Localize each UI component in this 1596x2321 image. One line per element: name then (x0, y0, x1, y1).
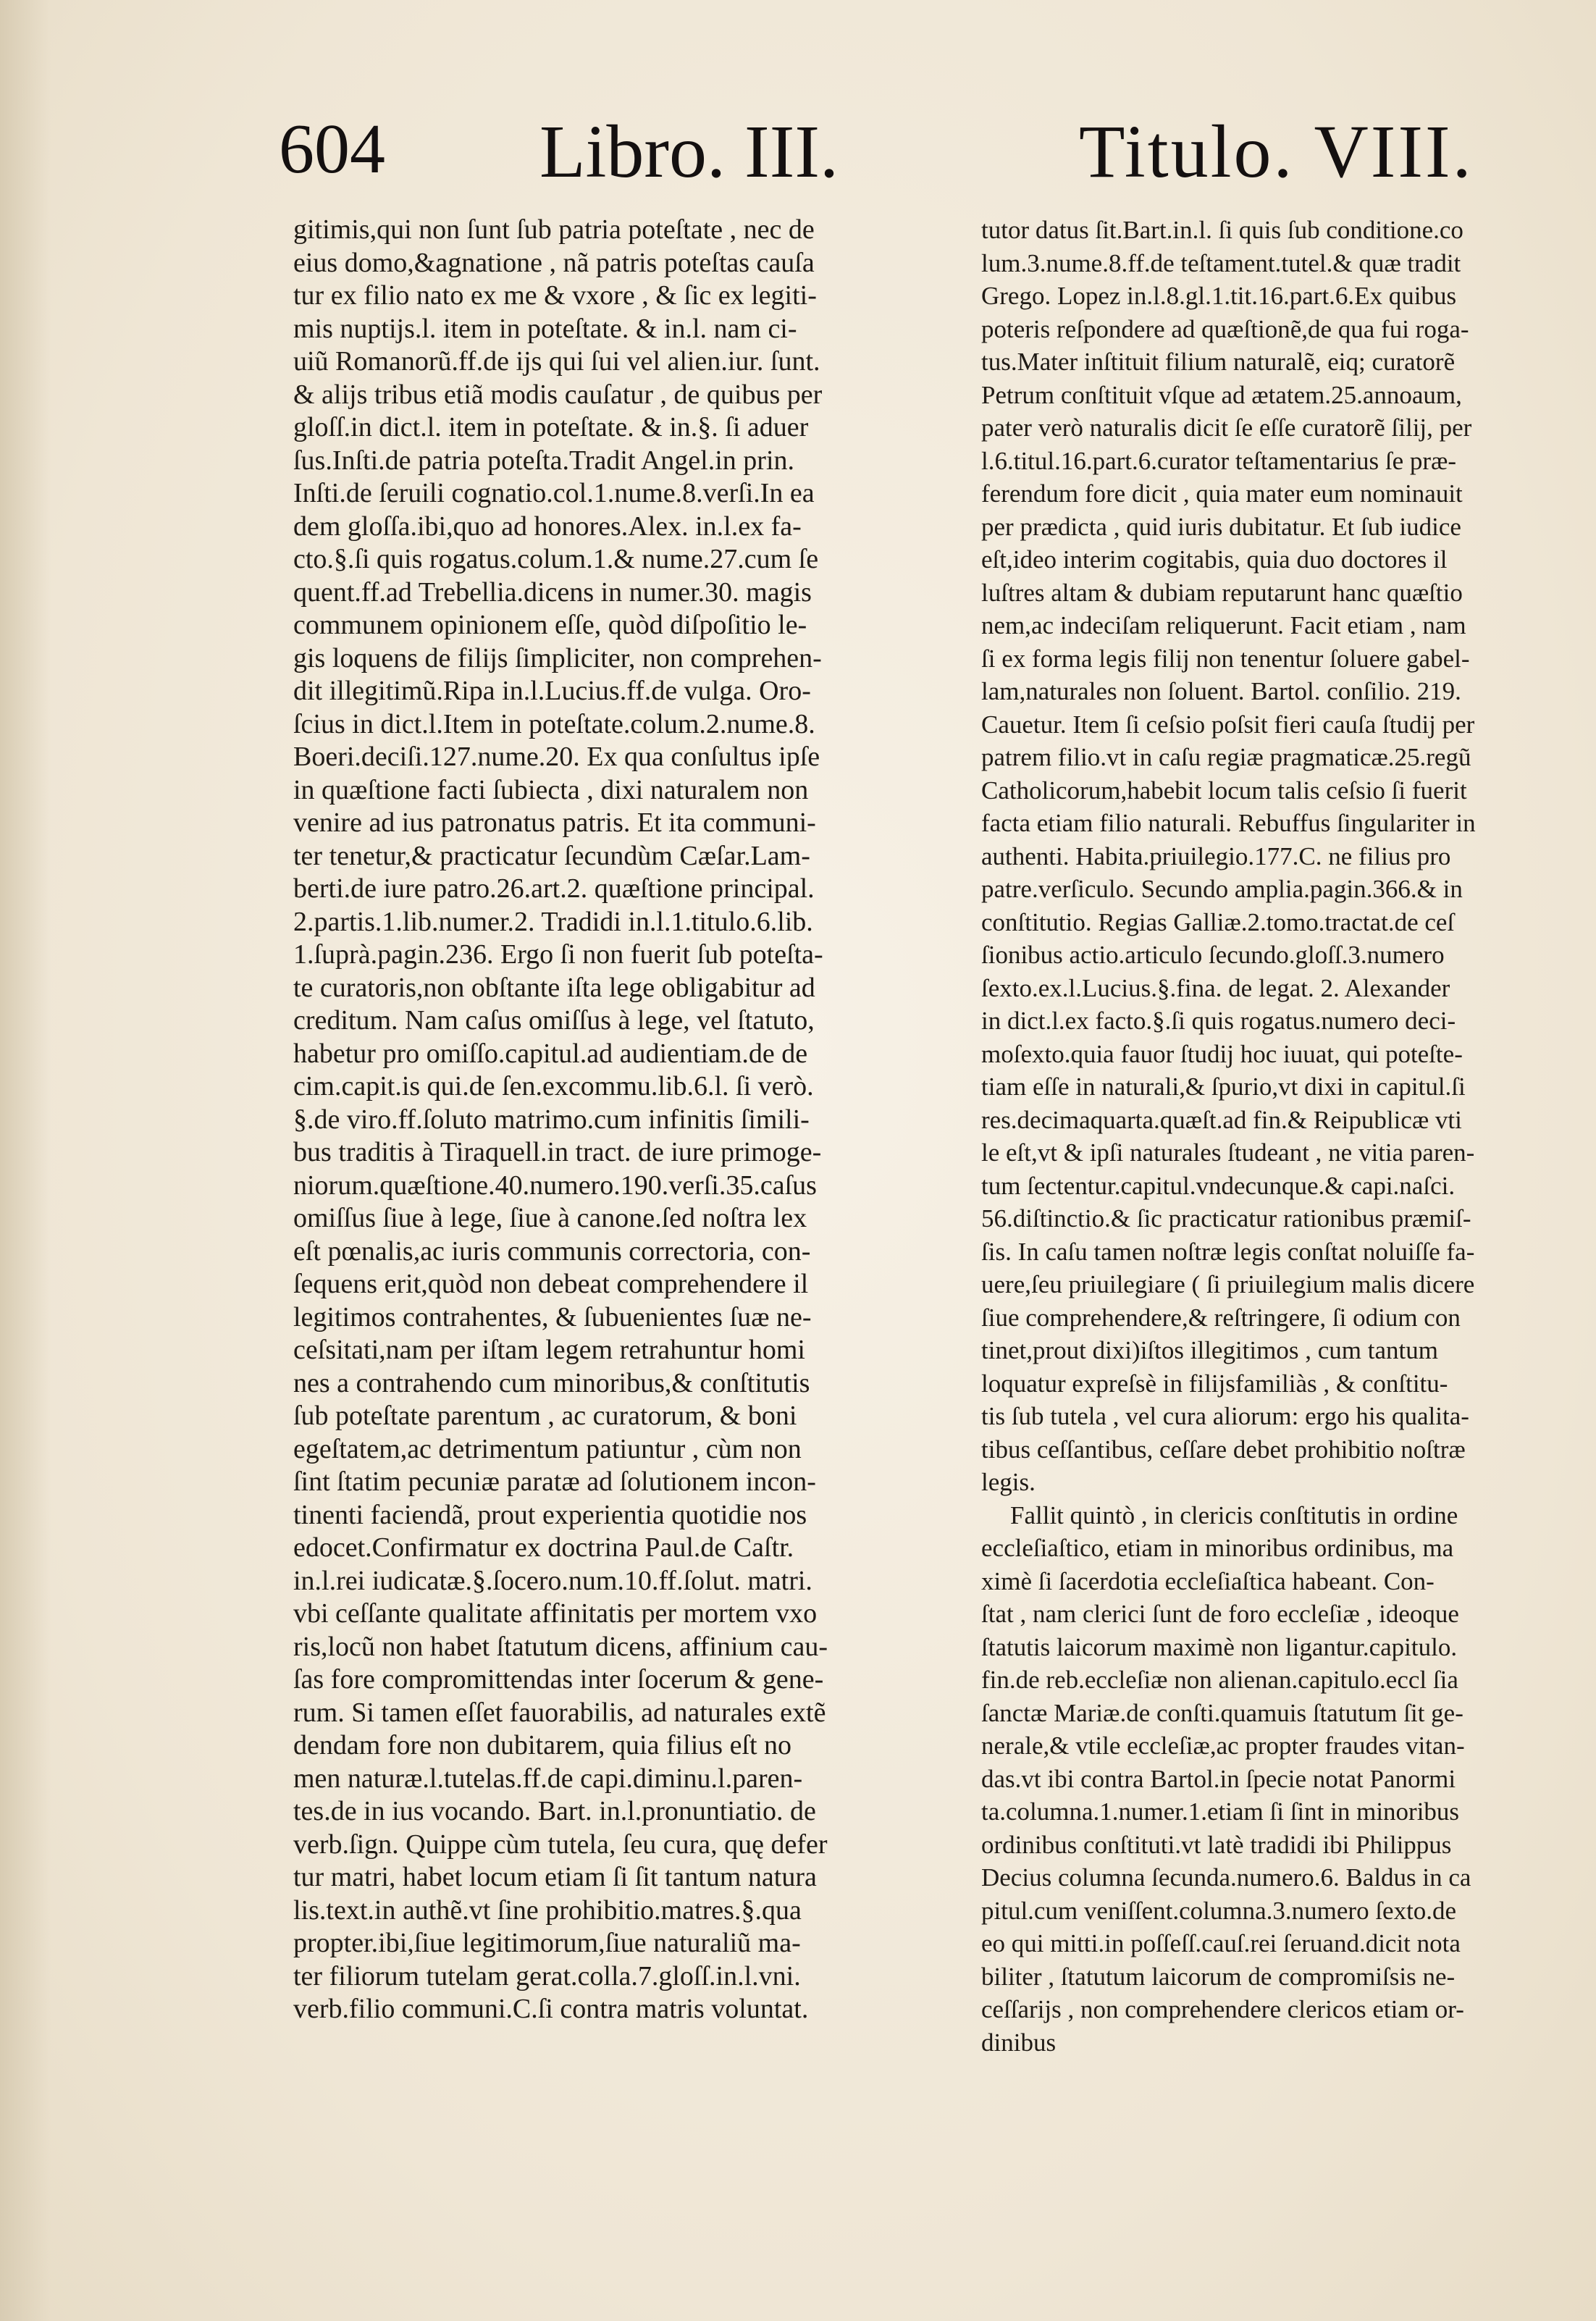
text-line: tinet,prout dixi)iſtos illegitimos , cum tantum (981, 1336, 1438, 1364)
running-head-book: Libro. III. (539, 110, 839, 193)
text-line: l.6.titul.16.part.6.curator teſtamentarius ſe præ- (981, 446, 1457, 475)
text-line: pitul.cum veniſſent.columna.3.numero ſexto.de (981, 1896, 1457, 1925)
text-line: biliter , ſtatutum laicorum de compromiſsis ne- (981, 1962, 1456, 1991)
running-head-title: Titulo. VIII. (1079, 110, 1474, 193)
text-line: niorum.quæſtione.40.numero.190.verſi.35.caſus (293, 1170, 817, 1201)
text-line: ſtat , nam clerici ſunt de foro eccleſiæ , ideoque (981, 1600, 1459, 1628)
text-line: berti.de iure patro.26.art.2. quæſtione principal. (293, 873, 815, 904)
text-line: te curatoris,non obſtante iſta lege obligabitur ad (293, 972, 815, 1003)
text-line: gis loquens de filijs ſimpliciter, non comprehen- (293, 642, 822, 673)
text-line: in quæſtione facti ſubiecta , dixi naturalem non (293, 774, 809, 805)
text-line: ſus.Inſti.de patria poteſta.Tradit Angel.in prin. (293, 445, 794, 476)
text-line: legis. (981, 1468, 1036, 1496)
text-line: patrem filio.vt in caſu regiæ pragmaticæ.25.regũ (981, 743, 1471, 771)
text-line: dendam fore non dubitarem, quia filius eſt no (293, 1730, 792, 1760)
text-line: ſub poteſtate parentum , ac curatorum, & boni (293, 1401, 797, 1431)
text-line: ſint ſtatim pecuniæ paratæ ad ſolutionem incon- (293, 1466, 816, 1497)
text-line: venire ad ius patronatus patris. Et ita communi- (293, 807, 816, 838)
text-line: nem,ac indeciſam reliquerunt. Facit etiam , nam (981, 611, 1466, 639)
text-line: ſiue comprehendere,& reſtringere, ſi odium con (981, 1303, 1461, 1332)
text-line: Cauetur. Item ſi ceſsio poſsit fieri cauſa ſtudij per (981, 710, 1475, 739)
text-line: facta etiam filio naturali. Rebuffus ſingulariter in (981, 809, 1476, 837)
text-line: tes.de in ius vocando. Bart. in.l.pronuntiatio. de (293, 1796, 816, 1826)
text-line: tum ſectentur.capitul.vndecunque.& capi.naſci. (981, 1171, 1456, 1200)
text-line: ſequens erit,quòd non debeat comprehendere il (293, 1269, 809, 1299)
text-line: gloſſ.in dict.l. item in poteſtate. & in.§. ſi aduer (293, 412, 809, 442)
text-line: authenti. Habita.priuilegio.177.C. ne filius pro (981, 841, 1451, 870)
text-line: communem opinionem eſſe, quòd diſpoſitio le- (293, 610, 807, 640)
text-line: tus.Mater inſtituit filium naturalẽ, eiq; curatorẽ (981, 348, 1456, 376)
text-line: ceſsitati,nam per iſtam legem retrahuntur homi (293, 1335, 805, 1365)
text-line: uere,ſeu priuilegiare ( ſi priuilegium malis dicere (981, 1270, 1475, 1298)
text-line: vbi ceſſante qualitate affinitatis per mortem vxo (293, 1598, 818, 1629)
text-line: eius domo,&agnatione , nã patris poteſtas cauſa (293, 247, 815, 278)
text-line: Petrum conſtituit vſque ad ætatem.25.annoaum, (981, 380, 1462, 409)
text-line: res.decimaquarta.quæſt.ad fin.& Reipublicæ vti (981, 1105, 1462, 1134)
text-line: fin.de reb.eccleſiæ non alienan.capitulo.eccl ſia (981, 1666, 1458, 1694)
text-line: lam,naturales non ſoluent. Bartol. conſilio. 219. (981, 677, 1461, 705)
text-line: ſis. In caſu tamen noſtræ legis conſtat noluiſſe fa- (981, 1237, 1475, 1266)
text-line: 2.partis.1.lib.numer.2. Tradidi in.l.1.titulo.6.lib. (293, 906, 813, 937)
text-line: & alijs tribus etiã modis cauſatur , de quibus per (293, 379, 823, 410)
text-line: le eſt,vt & ipſi naturales ſtudeant , ne vitia paren- (981, 1138, 1475, 1167)
text-line: tur ex filio nato ex me & vxore , & ſic ex legiti- (293, 280, 817, 311)
page-number: 604 (279, 110, 385, 188)
text-line: ſcius in dict.l.Item in poteſtate.colum.2.nume.8. (293, 708, 815, 739)
text-line: §.de viro.ff.ſoluto matrimo.cum infinitis ſimili- (293, 1104, 810, 1135)
text-line: lum.3.nume.8.ff.de teſtament.tutel.& quæ tradit (981, 248, 1461, 277)
text-line: creditum. Nam caſus omiſſus à lege, vel ſtatuto, (293, 1005, 815, 1036)
text-line: propter.ibi,ſiue legitimorum,ſiue naturaliũ ma- (293, 1928, 801, 1958)
text-line: ſionibus actio.articulo ſecundo.gloſſ.3.numero (981, 941, 1445, 969)
text-line: ris,locũ non habet ſtatutum dicens, affinium cau- (293, 1631, 828, 1662)
text-line: eo qui mitti.in poſſeſſ.cauſ.rei ſeruand.dicit nota (981, 1929, 1461, 1957)
text-line: edocet.Confirmatur ex doctrina Paul.de Caſtr. (293, 1532, 794, 1563)
text-line: gitimis,qui non ſunt ſub patria poteſtate , nec de (293, 214, 815, 245)
text-line: 1.ſuprà.pagin.236. Ergo ſi non fuerit ſub poteſta- (293, 939, 823, 970)
text-line: verb.ſign. Quippe cùm tutela, ſeu cura, quę defer (293, 1829, 828, 1860)
text-line: ſanctæ Mariæ.de conſti.quamuis ſtatutum ſit ge- (981, 1698, 1463, 1727)
text-line: tibus ceſſantibus, ceſſare debet prohibitio noſtræ (981, 1435, 1466, 1464)
text-line: omiſſus ſiue à lege, ſiue à canone.ſed noſtra lex (293, 1203, 807, 1233)
text-line: moſexto.quia fauor ſtudij hoc iuuat, qui poteſte- (981, 1039, 1463, 1068)
text-line: pater verò naturalis dicit ſe eſſe curatorẽ ſilij, per (981, 414, 1472, 442)
text-line: bus traditis à Tiraquell.in tract. de iure primoge- (293, 1137, 822, 1167)
text-line: tinenti faciendã, prout experientia quotidie nos (293, 1499, 807, 1530)
text-line: cim.capit.is qui.de ſen.excommu.lib.6.l. ſi verò. (293, 1071, 814, 1101)
text-line: eſt,ideo interim cogitabis, quia duo doctores il (981, 545, 1448, 574)
text-line: eſt pœnalis,ac iuris communis correctoria, con- (293, 1235, 811, 1267)
text-line: in.l.rei iudicatæ.§.ſocero.num.10.ff.ſolut. matri. (293, 1565, 812, 1596)
text-line: ta.columna.1.numer.1.etiam ſi ſint in minoribus (981, 1797, 1460, 1826)
text-line: legitimos contrahentes, & ſubuenientes ſuæ ne- (293, 1301, 812, 1332)
text-line: quent.ff.ad Trebellia.dicens in numer.30. magis (293, 576, 812, 608)
text-line: ter tenetur,& practicatur ſecundùm Cæſar.Lam- (293, 840, 810, 871)
text-line: tiam eſſe in naturali,& ſpurio,vt dixi in capitul.ſi (981, 1073, 1466, 1101)
text-line: rum. Si tamen eſſet fauorabilis, ad naturales extẽ (293, 1697, 826, 1728)
text-line: uiũ Romanorũ.ff.de ijs qui ſui vel alien.iur. ſunt. (293, 346, 820, 377)
text-line: ſi ex forma legis filij non tenentur ſoluere gabel- (981, 644, 1470, 673)
text-line: Catholicorum,habebit locum talis ceſsio ſi fuerit (981, 776, 1467, 805)
text-line: in dict.l.ex facto.§.ſi quis rogatus.numero deci- (981, 1007, 1456, 1035)
text-line: mis nuptijs.l. item in poteſtate. & in.l. nam ci- (293, 313, 797, 344)
left-text-column (293, 214, 923, 2026)
text-line: loquatur expreſsè in filijsfamiliàs , & conſtitu- (981, 1369, 1448, 1398)
text-line: das.vt ibi contra Bartol.in ſpecie notat Panormi (981, 1764, 1456, 1793)
text-line: dem gloſſa.ibi,quo ad honores.Alex. in.l.ex fa- (293, 511, 802, 542)
right-text-column (981, 214, 1568, 2059)
text-line: Decius columna ſecunda.numero.6. Baldus in ca (981, 1863, 1471, 1892)
text-line: poteris reſpondere ad quæſtionẽ,de qua fui roga- (981, 314, 1469, 343)
text-line: men naturæ.l.tutelas.ff.de capi.diminu.l.paren- (293, 1763, 803, 1794)
text-line: cto.§.ſi quis rogatus.colum.1.& nume.27.cum ſe (293, 544, 819, 574)
text-line: Boeri.deciſi.127.nume.20. Ex qua conſultus ipſe (293, 742, 820, 772)
text-line: patre.verſiculo. Secundo amplia.pagin.366.& in (981, 875, 1463, 903)
text-line: dinibus (981, 2028, 1057, 2057)
text-line: eccleſiaſtico, etiam in minoribus ordinibus, ma (981, 1534, 1454, 1562)
text-line: nes a contrahendo cum minoribus,& conſtitutis (293, 1367, 810, 1398)
text-line: ferendum fore dicit , quia mater eum nominauit (981, 479, 1463, 508)
text-line: lis.text.in authẽ.vt ſine prohibitio.matres.§.qua (293, 1894, 802, 1926)
text-line: tur matri, habet locum etiam ſi ſit tantum natura (293, 1862, 817, 1892)
text-line: verb.filio communi.C.ſi contra matris voluntat. (293, 1994, 809, 2024)
text-line: luſtres altam & dubiam reputarunt hanc quæſtio (981, 578, 1463, 607)
text-line: tutor datus ſit.Bart.in.l. ſi quis ſub conditione.co (981, 216, 1463, 244)
text-line: tis ſub tutela , vel cura aliorum: ergo his qualita- (981, 1402, 1469, 1430)
text-line: ordinibus conſtituti.vt latè tradidi ibi Philippus (981, 1830, 1452, 1859)
text-line: ſtatutis laicorum maximè non ligantur.capitulo. (981, 1632, 1458, 1661)
text-line: dit illegitimũ.Ripa in.l.Lucius.ff.de vulga. Oro- (293, 676, 811, 706)
text-line: ſexto.ex.l.Lucius.§.fina. de legat. 2. Alexander (981, 973, 1450, 1002)
text-line: ter filiorum tutelam gerat.colla.7.gloſſ.in.l.vni. (293, 1960, 801, 1991)
text-line: nerale,& vtile eccleſiæ,ac propter fraudes vitan- (981, 1732, 1465, 1760)
text-line: egeſtatem,ac detrimentum patiuntur , cùm non (293, 1433, 802, 1464)
text-line: ſas fore compromittendas inter ſocerum & gene- (293, 1664, 824, 1695)
text-line: ceſſarijs , non comprehendere clericos etiam or- (981, 1995, 1464, 2023)
text-line: Grego. Lopez in.l.8.gl.1.tit.16.part.6.Ex quibus (981, 282, 1457, 310)
text-line: ximè ſi ſacerdotia eccleſiaſtica habeant. Con- (981, 1566, 1435, 1595)
text-line: per prædicta , quid iuris dubitatur. Et ſub iudice (981, 512, 1461, 541)
binding-gutter-shadow (0, 0, 51, 2321)
text-line: conſtitutio. Regias Galliæ.2.tomo.tractat.de ceſ (981, 907, 1455, 936)
text-line: Fallit quintò , in clericis conſtitutis in ordine (1010, 1501, 1458, 1529)
text-line: Inſti.de ſeruili cognatio.col.1.nume.8.verſi.In ea (293, 478, 815, 508)
text-line: habetur pro omiſſo.capitul.ad audientiam.de de (293, 1038, 808, 1069)
text-line: 56.diſtinctio.& ſic practicatur rationibus præmiſ- (981, 1204, 1471, 1233)
